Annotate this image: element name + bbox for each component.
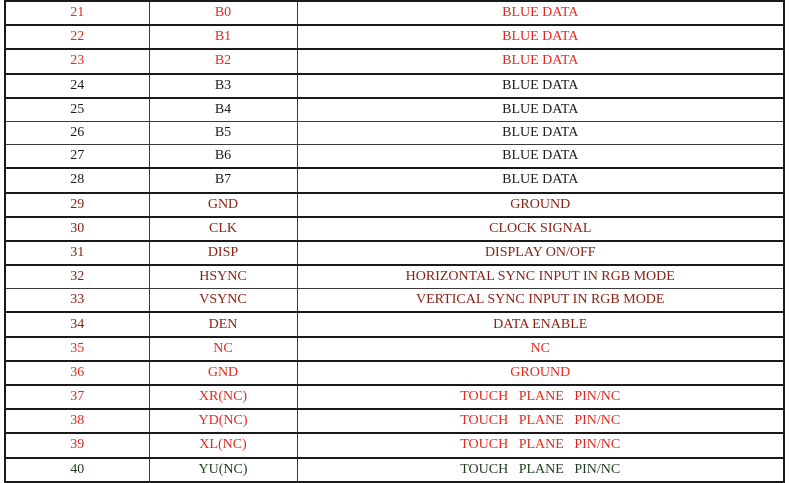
table-row: [5, 98, 784, 122]
pin-description: BLUE DATA: [297, 49, 784, 73]
table-row: [5, 1, 784, 25]
pin-number: 40: [5, 458, 149, 482]
pin-number: 29: [5, 193, 149, 217]
pin-description: VERTICAL SYNC INPUT IN RGB MODE: [297, 289, 784, 313]
table-row: [5, 265, 784, 289]
pin-number: 28: [5, 168, 149, 192]
pin-symbol: B2: [149, 49, 297, 73]
pin-description: BLUE DATA: [297, 168, 784, 192]
table-row: [5, 337, 784, 361]
pin-number: 23: [5, 49, 149, 73]
pin-number: 36: [5, 361, 149, 385]
pin-symbol: NC: [149, 337, 297, 361]
table-row: [5, 168, 784, 192]
pin-symbol: HSYNC: [149, 265, 297, 289]
table-row: [5, 385, 784, 409]
table-row: [5, 49, 784, 73]
table-row: [5, 193, 784, 217]
pin-number: 31: [5, 241, 149, 265]
table-row: [5, 289, 784, 313]
pin-symbol: B4: [149, 98, 297, 122]
pin-symbol: XL(NC): [149, 433, 297, 457]
pin-number: 26: [5, 121, 149, 144]
pin-description: TOUCH PLANE PIN/NC: [297, 433, 784, 457]
pin-number: 21: [5, 1, 149, 25]
pin-symbol: B7: [149, 168, 297, 192]
pin-symbol: B6: [149, 145, 297, 169]
pin-number: 25: [5, 98, 149, 122]
table-row: [5, 409, 784, 433]
pin-description: TOUCH PLANE PIN/NC: [297, 458, 784, 482]
pin-symbol: VSYNC: [149, 289, 297, 313]
pin-description: GROUND: [297, 193, 784, 217]
pin-number: 22: [5, 25, 149, 49]
pin-assignment-table: [4, 0, 785, 483]
pin-symbol: B1: [149, 25, 297, 49]
pin-symbol: GND: [149, 361, 297, 385]
pin-number: 34: [5, 312, 149, 336]
pin-description: DISPLAY ON/OFF: [297, 241, 784, 265]
pin-description: CLOCK SIGNAL: [297, 217, 784, 241]
pin-number: 35: [5, 337, 149, 361]
pin-symbol: YU(NC): [149, 458, 297, 482]
table-row: [5, 433, 784, 457]
table-row: [5, 121, 784, 144]
pin-description: HORIZONTAL SYNC INPUT IN RGB MODE: [297, 265, 784, 289]
pin-number: 30: [5, 217, 149, 241]
pin-symbol: DEN: [149, 312, 297, 336]
pin-symbol: XR(NC): [149, 385, 297, 409]
pin-description: TOUCH PLANE PIN/NC: [297, 409, 784, 433]
pin-symbol: B5: [149, 121, 297, 144]
table-row: [5, 25, 784, 49]
pin-symbol: GND: [149, 193, 297, 217]
table-row: [5, 312, 784, 336]
pin-symbol: B0: [149, 1, 297, 25]
pin-description: BLUE DATA: [297, 1, 784, 25]
pin-number: 24: [5, 74, 149, 98]
pin-description: BLUE DATA: [297, 121, 784, 144]
pin-number: 32: [5, 265, 149, 289]
pin-number: 33: [5, 289, 149, 313]
table-row: [5, 458, 784, 482]
pin-number: 27: [5, 145, 149, 169]
table-row: [5, 74, 784, 98]
pin-description: BLUE DATA: [297, 98, 784, 122]
pin-description: BLUE DATA: [297, 145, 784, 169]
pin-symbol: CLK: [149, 217, 297, 241]
pin-description: GROUND: [297, 361, 784, 385]
pin-table-body: [5, 1, 784, 482]
pin-number: 39: [5, 433, 149, 457]
table-row: [5, 217, 784, 241]
pin-description: BLUE DATA: [297, 25, 784, 49]
pin-number: 38: [5, 409, 149, 433]
pin-description: BLUE DATA: [297, 74, 784, 98]
table-row: [5, 145, 784, 169]
pin-symbol: DISP: [149, 241, 297, 265]
table-row: [5, 241, 784, 265]
pin-description: NC: [297, 337, 784, 361]
pin-description: DATA ENABLE: [297, 312, 784, 336]
pin-symbol: YD(NC): [149, 409, 297, 433]
table-row: [5, 361, 784, 385]
pin-description: TOUCH PLANE PIN/NC: [297, 385, 784, 409]
pin-symbol: B3: [149, 74, 297, 98]
pin-number: 37: [5, 385, 149, 409]
